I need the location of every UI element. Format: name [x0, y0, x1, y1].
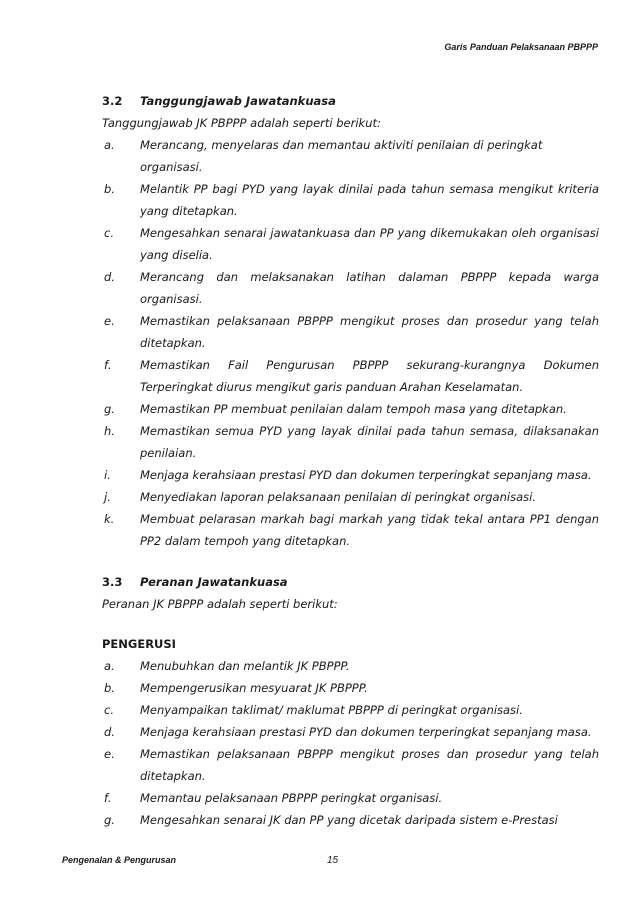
list-item-text: Menubuhkan dan melantik JK PBPPP.: [140, 659, 350, 673]
list-item-label: c.: [104, 703, 114, 717]
section-intro: Peranan JK PBPPP adalah seperti berikut:: [102, 597, 338, 611]
section-intro: Tanggungjawab JK PBPPP adalah seperti berikut:: [102, 116, 381, 130]
footer-chapter: Pengenalan & Pengurusan: [62, 855, 177, 865]
list-item-label: f.: [104, 358, 112, 372]
list-item: [102, 354, 599, 398]
list-item-label: e.: [104, 314, 115, 328]
list-item-text: Merancang dan melaksanakan latihan dalaman PBPPP kepada warga organisasi.: [140, 270, 599, 306]
list-item-label: g.: [104, 813, 115, 827]
list-item: [102, 508, 599, 552]
list-item: [102, 178, 599, 222]
list-item-label: d.: [104, 725, 115, 739]
list-item-label: e.: [104, 747, 115, 761]
list-item-text: Menyampaikan taklimat/ maklumat PBPPP di peringkat organisasi.: [140, 703, 523, 717]
list-item: [102, 134, 599, 178]
list-item-text: Memastikan PP membuat penilaian dalam tempoh masa yang ditetapkan.: [140, 402, 567, 416]
list-item: [102, 721, 599, 743]
list-item-text: Memantau pelaksanaan PBPPP peringkat organisasi.: [140, 791, 443, 805]
chairman-heading: PENGERUSI: [102, 637, 176, 651]
list-item-label: b.: [104, 681, 115, 695]
list-item-label: a.: [104, 659, 115, 673]
page-header: Garis Panduan Pelaksanaan PBPPP: [444, 42, 598, 52]
list-item-text: Merancang, menyelaras dan memantau aktiviti penilaian di peringkat organisasi.: [140, 138, 543, 174]
section-number: 3.3: [102, 575, 123, 589]
section-number: 3.2: [102, 94, 123, 108]
list-item-label: f.: [104, 791, 112, 805]
list-item-text: Menjaga kerahsiaan prestasi PYD dan dokumen terperingkat sepanjang masa.: [140, 725, 592, 739]
page-number: 15: [327, 855, 339, 866]
section-title: Tanggungjawab Jawatankuasa: [140, 94, 336, 108]
list-item-text: Memastikan Fail Pengurusan PBPPP sekurang-kurangnya Dokumen Terperingkat diurus mengikut garis panduan Arahan Keselamatan.: [140, 358, 599, 394]
list-item-text: Menyediakan laporan pelaksanaan penilaian di peringkat organisasi.: [140, 490, 536, 504]
list-item-label: d.: [104, 270, 115, 284]
list-item-label: h.: [104, 424, 115, 438]
chairman-role-list: [102, 655, 599, 831]
document-body: [102, 90, 599, 831]
list-item: [102, 699, 599, 721]
section-title: Peranan Jawatankuasa: [140, 575, 288, 589]
list-item-text: Membuat pelarasan markah bagi markah yang tidak tekal antara PP1 dengan PP2 dalam tempoh yang ditetapkan.: [140, 512, 599, 548]
list-item: [102, 464, 599, 486]
list-item: [102, 266, 599, 310]
list-item: [102, 398, 599, 420]
list-item-text: Memastikan pelaksanaan PBPPP mengikut proses dan prosedur yang telah ditetapkan.: [140, 314, 599, 350]
list-item-label: a.: [104, 138, 115, 152]
section-heading: [102, 571, 599, 593]
list-item: [102, 677, 599, 699]
list-item-label: g.: [104, 402, 115, 416]
list-item-text: Mengesahkan senarai jawatankuasa dan PP yang dikemukakan oleh organisasi yang diselia.: [140, 226, 599, 262]
list-item-label: b.: [104, 182, 115, 196]
list-item-label: c.: [104, 226, 114, 240]
section-heading: [102, 90, 599, 112]
list-item: [102, 809, 599, 831]
list-item: [102, 222, 599, 266]
list-item: [102, 655, 599, 677]
list-item: [102, 420, 599, 464]
list-item-label: i.: [104, 468, 111, 482]
list-item-text: Menjaga kerahsiaan prestasi PYD dan dokumen terperingkat sepanjang masa.: [140, 468, 592, 482]
list-item: [102, 743, 599, 787]
list-item-text: Mempengerusikan mesyuarat JK PBPPP.: [140, 681, 368, 695]
list-item-text: Memastikan semua PYD yang layak dinilai pada tahun semasa, dilaksanakan penilaian.: [140, 424, 599, 460]
list-item-text: Mengesahkan senarai JK dan PP yang dicetak daripada sistem e-Prestasi: [140, 813, 558, 827]
responsibility-list: [102, 134, 599, 552]
list-item: [102, 486, 599, 508]
list-item: [102, 787, 599, 809]
list-item-text: Memastikan pelaksanaan PBPPP mengikut proses dan prosedur yang telah ditetapkan.: [140, 747, 599, 783]
list-item: [102, 310, 599, 354]
list-item-text: Melantik PP bagi PYD yang layak dinilai pada tahun semasa mengikut kriteria yang ditetapkan.: [140, 182, 599, 218]
list-item-label: j.: [104, 490, 111, 504]
list-item-label: k.: [104, 512, 115, 526]
